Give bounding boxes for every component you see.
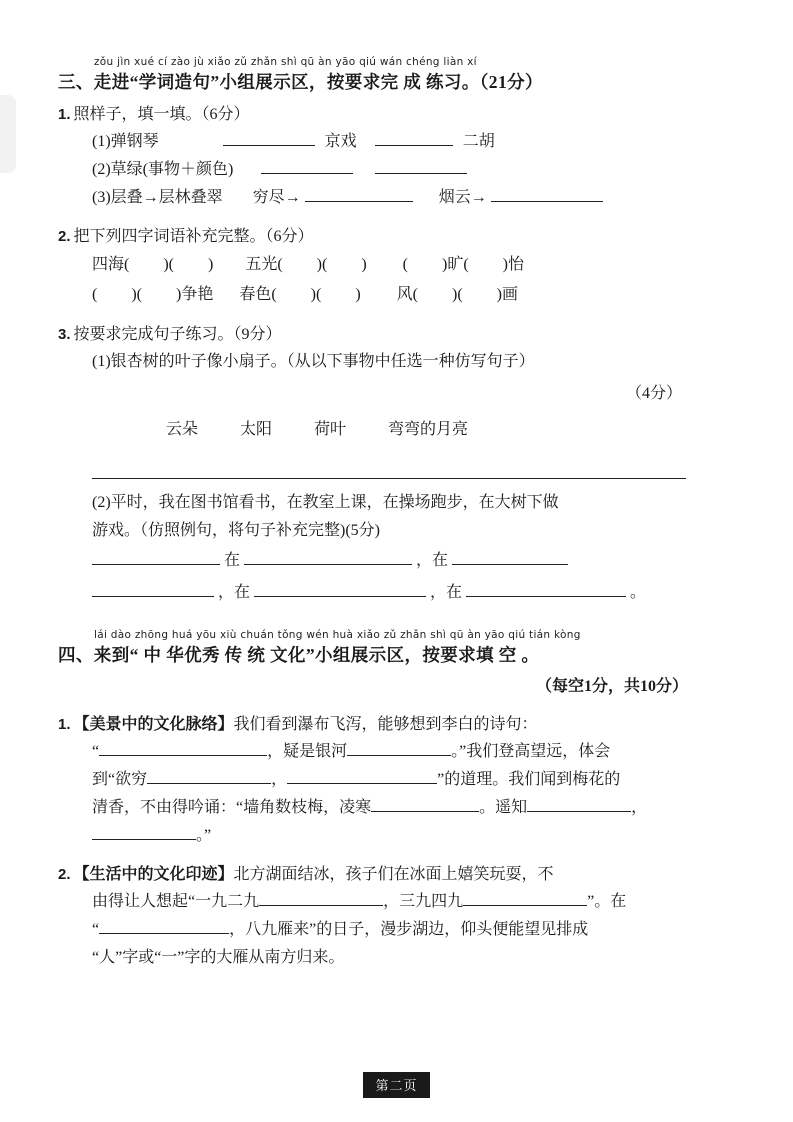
q3-zai-4: ，在 bbox=[430, 584, 463, 602]
q3-fill-row-2 bbox=[92, 577, 718, 609]
s4q1-line-2 bbox=[92, 738, 718, 766]
section4-q2 bbox=[58, 863, 718, 888]
q3-period: 。 bbox=[630, 584, 647, 602]
q3-blank-5[interactable] bbox=[254, 580, 426, 597]
q2-row-2 bbox=[92, 280, 718, 310]
q1-line2-label: (2)草绿(事物＋颜色) bbox=[92, 160, 234, 178]
q3-options bbox=[166, 416, 718, 444]
q2-r1-c9: )怡 bbox=[502, 255, 524, 273]
q2-r1-c3: ) bbox=[208, 255, 214, 273]
s4q1-blank-4[interactable] bbox=[287, 767, 437, 784]
q2-r2-c7: 风( bbox=[396, 285, 418, 303]
section3-q2 bbox=[58, 225, 718, 250]
q2-r2-c3: )争艳 bbox=[175, 285, 214, 303]
q3-blank-4[interactable] bbox=[92, 580, 214, 597]
page-footer bbox=[0, 1072, 793, 1098]
s4q2-l2a: 由得让人想起“一九二九 bbox=[92, 892, 260, 910]
q1-text-a: 我们看到瀑布飞泻，能够想到李白的诗句： bbox=[233, 716, 538, 734]
q3-zai-3: ，在 bbox=[218, 584, 251, 602]
q2-row-1 bbox=[92, 250, 718, 280]
question-number: 2. bbox=[58, 227, 71, 245]
s4q1-blank-2[interactable] bbox=[347, 739, 451, 756]
section4-pinyin: lái dào zhōng huá yōu xiù chuán tǒng wén huà xiǎo zǔ zhǎn shì qū àn yāo qiú tián kòng bbox=[94, 629, 581, 642]
q3-zai-2: ，在 bbox=[416, 552, 449, 570]
q3-blank-2[interactable] bbox=[244, 548, 412, 565]
q3-sub1-score: （4分） bbox=[625, 385, 682, 403]
s4q1-l4b: 。遥知 bbox=[479, 798, 528, 816]
s4q2-blank-1[interactable] bbox=[259, 889, 383, 906]
q3-sub2-text-a: (2)平时，我在图书馆看书，在教室上课，在操场跑步，在大树下做 bbox=[92, 494, 559, 512]
q3-sub2-line2 bbox=[92, 517, 718, 545]
q1-blank-1[interactable] bbox=[223, 129, 315, 146]
section3-heading: 三、走进“学词造句”小组展示区，按要求完 成 练习。（21分） bbox=[58, 72, 543, 92]
question-number: 3. bbox=[58, 326, 71, 344]
s4q2-blank-2[interactable] bbox=[463, 889, 587, 906]
q1-line-2 bbox=[92, 156, 718, 184]
q2-bracket-title: 【生活中的文化印迹】 bbox=[73, 865, 234, 883]
section4-heading: 四、来到“ 中 华优秀 传 统 文化”小组展示区，按要求填 空 。 bbox=[58, 645, 540, 666]
q1-line1-mid: 京戏 bbox=[324, 132, 357, 150]
q3-option-4: 弯弯的月亮 bbox=[388, 421, 469, 439]
s4q2-blank-3[interactable] bbox=[99, 917, 229, 934]
question-number: 2. bbox=[58, 865, 71, 883]
s4q1-blank-7[interactable] bbox=[92, 823, 196, 840]
s4q2-line-2 bbox=[92, 888, 718, 916]
q2-r2-c4: 春色( bbox=[239, 285, 277, 303]
q3-sub2-line1 bbox=[92, 489, 718, 517]
q1-blank-6[interactable] bbox=[491, 185, 603, 202]
q2-r2-c6: ) bbox=[355, 285, 361, 303]
s4q1-l3a: 到“欲穷 bbox=[92, 770, 148, 788]
q2-r1-c4: 五光( bbox=[245, 255, 283, 273]
q1-line3-t2: 烟云→ bbox=[438, 188, 487, 206]
s4q1-line-5 bbox=[92, 822, 718, 850]
section3-pinyin: zǒu jìn xué cí zào jù xiǎo zǔ zhǎn shì qū àn yāo qiú wán chéng liàn xí bbox=[94, 56, 477, 68]
q1-line1-end: 二胡 bbox=[462, 132, 495, 150]
q2-text-a: 北方湖面结冰，孩子们在冰面上嬉笑玩耍，不 bbox=[233, 865, 554, 883]
q3-blank-6[interactable] bbox=[466, 580, 626, 597]
q2-r1-c7: ( bbox=[402, 255, 408, 273]
q1-line3-t1: 穷尽→ bbox=[252, 188, 301, 206]
q3-sub1: (1)银杏树的叶子像小扇子。（从以下事物中任选一种仿写句子） bbox=[92, 353, 535, 371]
question-title: 按要求完成句子练习。（9分） bbox=[73, 326, 282, 344]
s4q2-l2c: ”。在 bbox=[587, 892, 627, 910]
s4q2-l3b: ，八九雁来”的日子，漫步湖边，仰头便能望见排成 bbox=[229, 920, 589, 938]
q1-blank-2[interactable] bbox=[375, 129, 453, 146]
q2-r1-c5: )( bbox=[316, 255, 328, 273]
q1-line-1 bbox=[92, 128, 718, 156]
question-title: 把下列四字词语补充完整。（6分） bbox=[73, 227, 314, 245]
s4q2-line-4: “人”字或“一”字的大雁从南方归来。 bbox=[92, 948, 345, 966]
q2-r1-c2: )( bbox=[163, 255, 174, 273]
s4q1-line-4 bbox=[92, 794, 718, 822]
q2-r2-c1: ( bbox=[92, 285, 98, 303]
s4q1-mid: ，疑是银河 bbox=[267, 742, 348, 760]
question-number: 1. bbox=[58, 716, 71, 734]
q2-r1-c6: ) bbox=[361, 255, 367, 273]
s4q2-l2b: ，三九四九 bbox=[383, 892, 464, 910]
s4q1-blank-3[interactable] bbox=[147, 767, 271, 784]
page-content bbox=[58, 56, 718, 972]
s4q2-line-3 bbox=[92, 916, 718, 944]
s4q1-end: 。”我们登高望远，体会 bbox=[451, 742, 611, 760]
s4q1-l3c: ”的道理。我们闻到梅花的 bbox=[437, 770, 621, 788]
section4-q1 bbox=[58, 713, 718, 738]
q1-blank-5[interactable] bbox=[305, 185, 413, 202]
q3-blank-3[interactable] bbox=[452, 548, 568, 565]
quote-open: “ bbox=[92, 742, 100, 760]
s4q1-l4c: ， bbox=[631, 798, 648, 816]
q1-blank-3[interactable] bbox=[261, 157, 353, 174]
q2-r2-c5: )( bbox=[310, 285, 322, 303]
question-number: 1. bbox=[58, 106, 71, 123]
q2-r1-c8: )旷( bbox=[441, 255, 469, 273]
page-number: 第二页 bbox=[363, 1072, 429, 1098]
q1-bracket-title: 【美景中的文化脉络】 bbox=[73, 716, 234, 734]
s4q1-l5: 。” bbox=[196, 826, 212, 844]
s4q2-quote-open: “ bbox=[92, 920, 100, 938]
q2-r2-c9: )画 bbox=[496, 285, 518, 303]
q3-option-2: 太阳 bbox=[240, 421, 273, 439]
question-title: 照样子，填一填。（6分） bbox=[73, 106, 250, 123]
s4q1-blank-6[interactable] bbox=[527, 795, 631, 812]
q3-zai-1: 在 bbox=[224, 552, 241, 570]
q2-r2-c2: )( bbox=[131, 285, 142, 303]
q2-r2-c8: )( bbox=[452, 285, 463, 303]
s4q1-blank-1[interactable] bbox=[99, 739, 267, 756]
q3-sub2-text-b: 游戏。（仿照例句，将句子补充完整)(5分) bbox=[92, 522, 380, 540]
q3-option-1: 云朵 bbox=[166, 421, 199, 439]
q1-line1-label: (1)弹钢琴 bbox=[92, 132, 159, 150]
s4q1-l3b: ， bbox=[271, 770, 288, 788]
q2-r1-c1: 四海( bbox=[92, 255, 130, 273]
page-side-tab bbox=[0, 95, 16, 173]
q1-line3-label: (3)层叠→层林叠翠 bbox=[92, 188, 223, 206]
q3-blank-1[interactable] bbox=[92, 548, 220, 565]
section3-q3 bbox=[58, 323, 718, 348]
q3-option-3: 荷叶 bbox=[314, 421, 347, 439]
q1-blank-4[interactable] bbox=[375, 157, 467, 174]
q3-fill-row-1 bbox=[92, 545, 718, 577]
q3-answer-rule-1[interactable] bbox=[92, 478, 686, 479]
q1-line-3 bbox=[92, 184, 718, 212]
section3-q1 bbox=[58, 103, 718, 128]
s4q1-l4a: 清香，不由得吟诵：“墙角数枝梅，凌寒 bbox=[92, 798, 372, 816]
s4q1-blank-5[interactable] bbox=[371, 795, 479, 812]
section4-score: （每空1分，共10分） bbox=[535, 678, 688, 696]
s4q1-line-3 bbox=[92, 766, 718, 794]
